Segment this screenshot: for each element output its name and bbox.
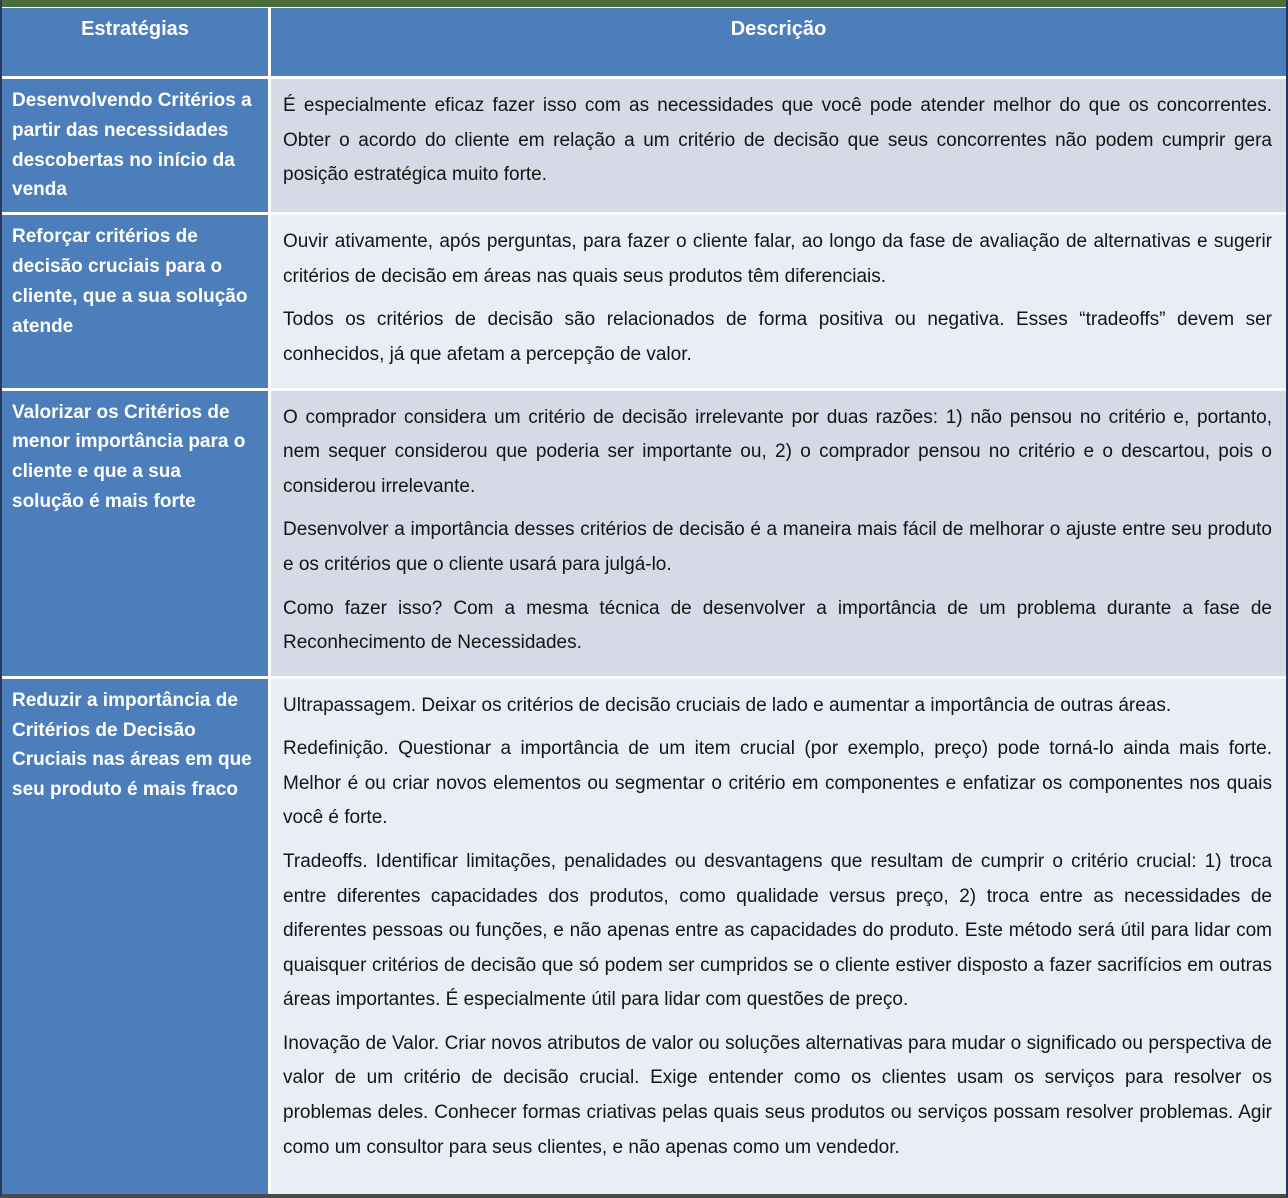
description-paragraph: Ouvir ativamente, após perguntas, para fazer o cliente falar, ao longo da fase de avaliação de alternativas e sugerir critérios de decisão em áreas nas quais seus produtos têm diferenciais. — [283, 231, 1272, 287]
description-cell-2 — [271, 215, 1286, 387]
strategy-cell-3: Valorizar os Critérios de menor importância para o cliente e que a sua solução é mais forte — [2, 391, 268, 676]
description-paragraph: Como fazer isso? Com a mesma técnica de desenvolver a importância de um problema durante a fase de Reconhecimento de Necessidades. — [283, 597, 1272, 654]
description-cell-1 — [271, 79, 1286, 212]
table-row — [2, 391, 1286, 676]
description-paragraph: O comprador considera um critério de decisão irrelevante por duas razões: 1) não pensou no critério e, portanto, nem sequer considerou que poderia ser importante ou, 2) o comprador pensou no critério e o descartou, pois o considerou irrelevante. — [283, 406, 1272, 497]
description-paragraph: Ultrapassagem. Deixar os critérios de decisão cruciais de lado e aumentar a importância de outras áreas. — [283, 694, 1172, 716]
description-cell-4 — [271, 679, 1286, 1194]
description-paragraph: Todos os critérios de decisão são relacionados de forma positiva ou negativa. Esses “tradeoffs” devem ser conhecidos, já que afetam a percepção de valor. — [283, 309, 1272, 366]
strategy-cell-2: Reforçar critérios de decisão cruciais para o cliente, que a sua solução atende — [2, 215, 268, 387]
strategy-cell-1: Desenvolvendo Critérios a partir das necessidades descobertas no início da venda — [2, 79, 268, 212]
column-header-strategies: Estratégias — [2, 8, 268, 76]
table-row — [2, 215, 1286, 387]
description-paragraph: Inovação de Valor. Criar novos atributos de valor ou soluções alternativas para mudar o significado ou perspectiva de valor de um critério de decisão crucial. Exige entender como os clientes usam os serviços para resolver os problemas deles. Conhecer formas criativas pelas quais seus produtos ou serviços possam resolver problemas. Agir como um consultor para seus clientes, e não apenas como um vendedor. — [283, 1032, 1272, 1158]
column-header-description: Descrição — [271, 8, 1286, 76]
table-header-row — [2, 8, 1286, 76]
description-paragraph: Desenvolver a importância desses critérios de decisão é a maneira mais fácil de melhorar o ajuste entre seu produto e os critérios que o cliente usará para julgá-lo. — [283, 519, 1272, 575]
table-row — [2, 679, 1286, 1194]
description-cell-3 — [271, 391, 1286, 676]
description-paragraph: Redefinição. Questionar a importância de um item crucial (por exemplo, preço) pode torná-lo ainda mais forte. Melhor é ou criar novos elementos ou segmentar o critério em componentes e enfatizar os componentes nos quais você é forte. — [283, 738, 1272, 829]
description-paragraph: É especialmente eficaz fazer isso com as necessidades que você pode atender melhor do que os concorrentes. Obter o acordo do cliente em relação a um critério de decisão que seus concorrentes não podem cumprir gera posição estratégica muito forte. — [283, 95, 1272, 186]
strategy-cell-4: Reduzir a importância de Critérios de Decisão Cruciais nas áreas em que seu produto é mais fraco — [2, 679, 268, 1194]
description-paragraph: Tradeoffs. Identificar limitações, penalidades ou desvantagens que resultam de cumprir o critério crucial: 1) troca entre diferentes capacidades dos produtos, como qualidade versus preço, 2) troca entre as necessidades de diferentes pessoas ou funções, e não apenas entre as capacidades do produto. Este método será útil para lidar com quaisquer critérios de decisão que só podem ser cumpridos se o cliente estiver disposto a fazer sacrifícios em outras áreas importantes. É especialmente útil para lidar com questões de preço. — [283, 850, 1272, 1011]
top-green-strip — [2, 0, 1286, 8]
table-row — [2, 79, 1286, 212]
